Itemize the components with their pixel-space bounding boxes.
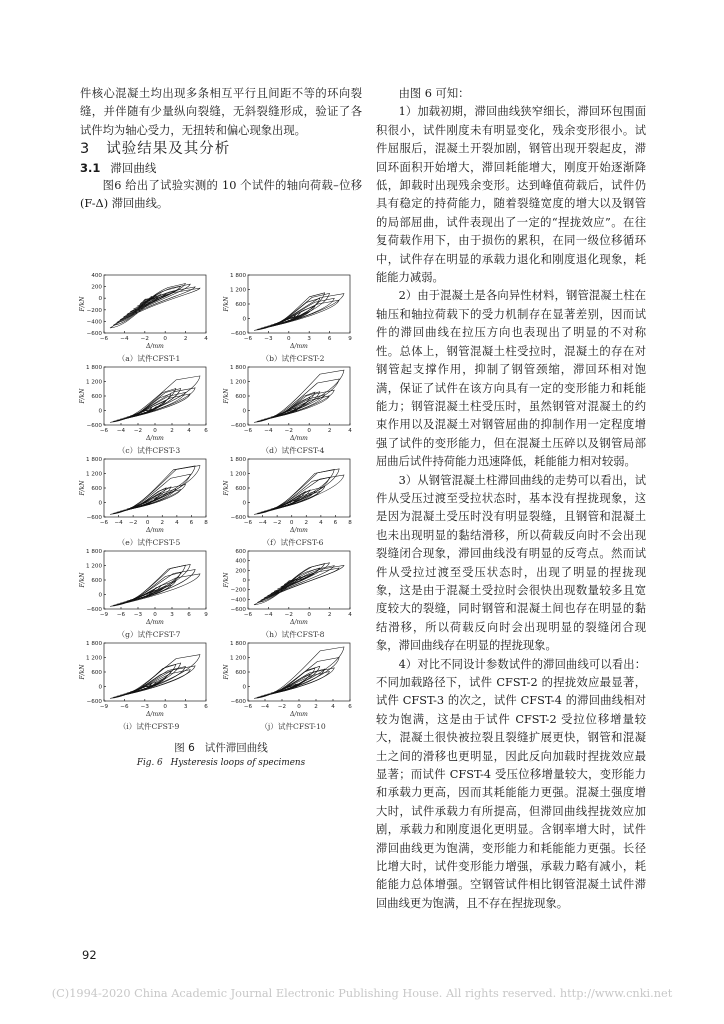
- x-tick-label: 0: [163, 336, 167, 342]
- hysteresis-loop: [267, 395, 324, 418]
- panel-caption: （a）试件CFST-1: [117, 354, 181, 363]
- plot-frame: [248, 459, 350, 517]
- y-tick-label: 0: [242, 578, 246, 584]
- x-tick-label: 9: [348, 336, 352, 342]
- figure-title-en: Hysteresis loops of specimens: [170, 758, 306, 768]
- lead-paragraph: 由图 6 可知：: [398, 87, 470, 100]
- x-axis-label: Δ/mm: [290, 435, 308, 442]
- hysteresis-loop: [110, 466, 200, 515]
- x-tick-label: −2: [133, 428, 143, 434]
- panel-caption: （h）试件CFST-8: [261, 630, 325, 639]
- hysteresis-loops: [110, 376, 200, 423]
- y-tick-label: 1 800: [229, 641, 246, 647]
- y-tick-label: −400: [230, 597, 246, 604]
- y-tick-label: 0: [242, 316, 246, 323]
- x-tick-label: 4: [331, 704, 335, 710]
- y-tick-label: 1 800: [85, 641, 102, 647]
- x-tick-label: 6: [189, 520, 194, 526]
- x-tick-label: 0: [307, 428, 311, 434]
- paragraph-2: 2）由于混凝土是各向异性材料，钢管混凝土柱在轴压和轴拉荷载下的受力机制存在显著差别，因而试件的滞回曲线在拉压方向也表现出了明显的不对称性。总体上，钢管混凝土柱受拉时，混凝土的存在对钢管起支撑作用，抑制了钢管颈缩，滞回环相对饱满，保证了试件在该方向具有一定的变形能力和耗能能力；钢管混凝土柱受压时，虽然钢管对混凝土的约束作用以及混凝土对钢管屈曲的抑制作用一定程度增强了试件的变形能力，但在混凝土压碎以及钢管局部屈曲后试件持荷能力迅速降低，耗能能力相对较弱。: [376, 289, 646, 469]
- x-tick-label: 6: [204, 704, 208, 710]
- subsection-heading: [80, 159, 362, 177]
- y-tick-label: 1 800: [229, 457, 246, 463]
- x-tick-label: 0: [163, 704, 167, 710]
- plot-frame: [104, 367, 206, 425]
- x-tick-label: −6: [243, 336, 253, 342]
- hysteresis-loops: [110, 284, 200, 329]
- y-tick-label: −600: [86, 699, 102, 705]
- y-tick-label: 1 200: [85, 655, 102, 662]
- x-tick-label: 8: [204, 520, 208, 526]
- plot-frame: [104, 551, 206, 609]
- x-tick-label: 3: [307, 336, 311, 342]
- y-tick-label: −200: [230, 587, 246, 594]
- y-tick-label: 1 200: [85, 563, 102, 570]
- hysteresis-loop: [257, 379, 339, 421]
- y-tick-label: 1 800: [85, 365, 102, 371]
- x-tick-label: −2: [284, 428, 293, 434]
- x-tick-label: 0: [287, 336, 291, 342]
- y-tick-label: −600: [230, 515, 246, 521]
- section-heading: [80, 140, 362, 158]
- y-axis-label: F/kN: [79, 572, 86, 588]
- hysteresis-loop: [117, 394, 191, 420]
- hysteresis-plot: [78, 271, 220, 351]
- x-tick-label: −6: [243, 428, 253, 434]
- hysteresis-plot: [222, 547, 364, 627]
- hysteresis-loop: [264, 477, 330, 511]
- x-tick-label: 6: [348, 704, 352, 710]
- y-tick-label: 600: [235, 549, 246, 555]
- y-tick-label: −600: [230, 423, 246, 429]
- x-tick-label: 3: [183, 704, 188, 710]
- plot-frame: [248, 275, 350, 333]
- y-tick-label: 1 800: [85, 457, 102, 463]
- hysteresis-plot: [78, 547, 220, 627]
- y-tick-label: 600: [91, 578, 102, 584]
- x-axis-label: Δ/mm: [146, 711, 164, 718]
- hysteresis-plot: [222, 639, 364, 719]
- y-tick-label: 600: [91, 670, 102, 676]
- right-column: [376, 85, 646, 913]
- x-tick-label: −3: [264, 336, 273, 342]
- x-tick-label: −3: [140, 704, 149, 710]
- x-tick-label: −4: [120, 336, 129, 342]
- x-tick-label: −4: [116, 428, 126, 434]
- x-axis-label: Δ/mm: [146, 619, 164, 626]
- x-tick-label: 8: [348, 520, 352, 526]
- figure-caption-cn: [78, 740, 364, 755]
- x-tick-label: −6: [243, 612, 253, 618]
- x-tick-label: −6: [116, 612, 126, 618]
- y-tick-label: 0: [98, 408, 102, 415]
- x-tick-label: 2: [314, 704, 318, 710]
- hysteresis-panel: [78, 639, 220, 741]
- hysteresis-loop: [267, 293, 324, 326]
- y-tick-label: 400: [235, 558, 246, 565]
- y-tick-label: −600: [86, 423, 102, 429]
- hysteresis-loop: [117, 564, 191, 604]
- x-axis-label: Δ/mm: [290, 343, 308, 350]
- hysteresis-panel: [78, 547, 220, 649]
- x-axis-label: Δ/mm: [146, 343, 164, 350]
- y-tick-label: 1 800: [85, 549, 102, 555]
- plot-frame: [104, 643, 206, 701]
- hysteresis-plot: [78, 363, 220, 443]
- panel-caption: （e）试件CFST-5: [117, 538, 181, 547]
- hysteresis-loop: [110, 376, 200, 423]
- x-tick-label: −6: [99, 336, 109, 342]
- subsection-number: 3.1: [80, 160, 101, 175]
- x-tick-label: −6: [120, 704, 129, 710]
- y-axis-label: F/kN: [223, 296, 230, 312]
- x-tick-label: −6: [99, 428, 109, 434]
- y-tick-label: 400: [91, 273, 102, 279]
- left-column: [80, 85, 362, 214]
- hysteresis-panel: [78, 271, 220, 373]
- hysteresis-loop: [254, 475, 344, 514]
- x-tick-label: 2: [170, 428, 174, 434]
- x-tick-label: 0: [307, 612, 311, 618]
- y-tick-label: −600: [86, 331, 102, 337]
- x-axis-label: Δ/mm: [146, 435, 164, 442]
- x-tick-label: −2: [277, 704, 287, 710]
- y-tick-label: −400: [86, 319, 102, 326]
- x-tick-label: 2: [327, 428, 332, 434]
- y-tick-label: 0: [98, 296, 102, 303]
- y-axis-label: F/kN: [79, 664, 86, 680]
- hysteresis-loops: [110, 655, 200, 699]
- paragraph-4: 4）对比不同设计参数试件的滞回曲线可以看出：不同加载路径下，试件 CFST-2 的捏拢效应最显著，试件 CFST-3 的次之，试件 CFST-4 的滞回曲线相对较为饱满，这是由于试件 CFST-2 受拉位移增量较大，混凝土很快被拉裂且裂缝扩展更快，钢管和混凝土之间的滑移也更明显，因此反向加载时捏拢效应最显著；而试件 CFST-4 受压位移增量较大，变形能力和承载力更高，因而其耗能能力更强。混凝土强度增大时，试件承载力有所提高，但滞回曲线捏拢效应加剧，承载力和刚度退化更明显。含钢率增大时，试件滞回曲线更为饱满，变形能力和耗能能力更强。长径比增大时，试件变形能力增强，承载力略有减小，耗能能力总体增强。空钢管试件相比钢管混凝土试件滞回曲线更为饱满，且不存在捏拢现象。: [376, 657, 646, 910]
- x-tick-label: −9: [99, 612, 109, 618]
- x-tick-label: 0: [289, 520, 294, 526]
- y-axis-label: F/kN: [223, 388, 230, 404]
- page-number: 92: [82, 948, 97, 962]
- hysteresis-figure: [78, 271, 364, 731]
- y-tick-label: 0: [98, 684, 102, 691]
- y-tick-label: −600: [86, 607, 102, 613]
- x-tick-label: 4: [175, 520, 179, 526]
- paragraph-3: 3）从钢管混凝土柱滞回曲线的走势可以看出，试件从受压过渡至受拉状态时，基本没有捏拢现象，这是因为混凝土受压时没有明显裂缝，且钢管和混凝土也未出现明显的黏结滑移，所以荷载反向时不会出现裂缝闭合现象，滞回曲线没有明显的反弯点。然而试件从受拉过渡至受压状态时，出现了明显的捏拢现象，这是由于混凝土受拉时会很快出现数量较多且宽度较大的裂缝，同时钢管和混凝土间也存在明显的黏结滑移，所以荷载反向时会出现明显的裂缝闭合现象，滞回曲线存在明显的捏拢现象。: [376, 473, 646, 653]
- y-tick-label: 200: [91, 284, 102, 291]
- x-tick-label: −6: [243, 520, 253, 526]
- intro-paragraph: 图6 给出了试验实测的 10 个试件的轴向荷载–位移(F-Δ) 滞回曲线。: [80, 179, 362, 211]
- panel-caption: （j）试件CFST-10: [260, 722, 326, 731]
- x-tick-label: 2: [183, 336, 188, 342]
- figure-label-cn: 图 6: [174, 742, 195, 754]
- hysteresis-loop: [120, 392, 186, 419]
- panel-caption: （d）试件CFST-4: [261, 446, 325, 455]
- hysteresis-loop: [120, 565, 186, 603]
- y-axis-label: F/kN: [223, 572, 230, 588]
- y-tick-label: 600: [91, 486, 102, 492]
- x-tick-label: 0: [153, 612, 157, 618]
- x-axis-label: Δ/mm: [290, 527, 308, 534]
- hysteresis-loop: [110, 655, 200, 699]
- hysteresis-panel: [222, 363, 364, 465]
- y-tick-label: −600: [230, 699, 246, 705]
- x-tick-label: 0: [297, 704, 301, 710]
- y-tick-label: 600: [235, 486, 246, 492]
- hysteresis-loops: [254, 469, 344, 515]
- x-tick-label: −2: [140, 336, 149, 342]
- x-tick-label: −9: [99, 704, 109, 710]
- plot-frame: [104, 459, 206, 517]
- y-tick-label: −600: [230, 331, 246, 337]
- y-tick-label: −600: [86, 515, 102, 521]
- hysteresis-loops: [254, 370, 344, 422]
- hysteresis-panel: [222, 547, 364, 649]
- y-tick-label: 600: [235, 302, 246, 308]
- y-tick-label: 1 200: [85, 379, 102, 386]
- x-tick-label: 4: [204, 336, 208, 342]
- y-axis-label: F/kN: [79, 388, 86, 404]
- hysteresis-loop: [261, 469, 335, 512]
- x-tick-label: −6: [99, 520, 109, 526]
- y-tick-label: 1 800: [229, 273, 246, 279]
- x-tick-label: 2: [160, 520, 165, 526]
- y-axis-label: F/kN: [223, 480, 230, 496]
- hysteresis-loops: [254, 293, 344, 331]
- x-tick-label: −4: [260, 704, 270, 710]
- y-tick-label: 600: [235, 670, 246, 676]
- x-tick-label: 3: [170, 612, 174, 618]
- x-tick-label: 4: [348, 612, 352, 618]
- panel-caption: （f）试件CFST-6: [262, 538, 324, 547]
- x-tick-label: 6: [333, 520, 338, 526]
- y-axis-label: F/kN: [223, 664, 230, 680]
- y-tick-label: 1 200: [229, 287, 246, 294]
- x-tick-label: −4: [264, 428, 273, 434]
- x-tick-label: 4: [187, 428, 191, 434]
- x-tick-label: 6: [187, 612, 191, 618]
- continuation-paragraph: 件核心混凝土均出现多条相互平行且间距不等的环向裂缝，并伴随有少量纵向裂缝，无斜裂缝形成，验证了各试件均为轴心受力，无扭转和偏心现象出现。: [80, 87, 362, 137]
- y-tick-label: −200: [86, 307, 102, 314]
- x-axis-label: Δ/mm: [290, 711, 308, 718]
- y-tick-label: −600: [230, 607, 246, 613]
- y-tick-label: 1 200: [229, 655, 246, 662]
- hysteresis-plot: [222, 455, 364, 535]
- subsection-title: 滞回曲线: [110, 160, 157, 175]
- x-tick-label: 6: [204, 428, 208, 434]
- x-tick-label: 2: [327, 612, 332, 618]
- x-tick-label: 0: [145, 520, 150, 526]
- x-tick-label: −6: [243, 704, 253, 710]
- panel-caption: （i）试件CFST-9: [118, 722, 180, 731]
- hysteresis-plot: [78, 455, 220, 535]
- x-tick-label: −4: [264, 612, 273, 618]
- y-tick-label: 1 800: [229, 365, 246, 371]
- panel-caption: （b）试件CFST-2: [261, 354, 325, 363]
- y-tick-label: 0: [98, 500, 102, 507]
- y-tick-label: 0: [242, 500, 246, 507]
- x-tick-label: −4: [258, 520, 267, 526]
- x-tick-label: −2: [284, 612, 293, 618]
- hysteresis-loop: [117, 474, 191, 512]
- y-tick-label: 600: [235, 394, 246, 400]
- hysteresis-panel: [78, 455, 220, 557]
- x-tick-label: −2: [273, 520, 282, 526]
- x-tick-label: 9: [204, 612, 208, 618]
- panel-caption: （g）试件CFST-7: [117, 630, 181, 639]
- x-tick-label: 4: [319, 520, 323, 526]
- section-title: 试验结果及其分析: [106, 141, 231, 158]
- figure-caption-en: [78, 758, 364, 768]
- x-tick-label: −4: [114, 520, 123, 526]
- y-tick-label: 600: [91, 394, 102, 400]
- hysteresis-loops: [254, 563, 344, 605]
- x-tick-label: 2: [304, 520, 309, 526]
- y-tick-label: 0: [242, 684, 246, 691]
- hysteresis-loop: [123, 490, 180, 511]
- hysteresis-loop: [257, 469, 339, 513]
- x-tick-label: 0: [153, 428, 157, 434]
- x-axis-label: Δ/mm: [146, 527, 164, 534]
- y-axis-label: F/kN: [79, 296, 86, 312]
- x-tick-label: 4: [348, 428, 352, 434]
- hysteresis-loops: [254, 647, 344, 699]
- hysteresis-loop: [113, 466, 195, 514]
- hysteresis-panel: [78, 363, 220, 465]
- figure-title-cn: 试件滞回曲线: [204, 742, 268, 754]
- x-tick-label: −2: [129, 520, 138, 526]
- hysteresis-loop: [123, 663, 180, 694]
- hysteresis-plot: [222, 363, 364, 443]
- hysteresis-loop: [113, 570, 195, 606]
- y-tick-label: 200: [235, 568, 246, 575]
- y-axis-label: F/kN: [79, 480, 86, 496]
- panel-caption: （c）试件CFST-3: [117, 446, 181, 455]
- hysteresis-loops: [110, 564, 200, 606]
- y-tick-label: 1 200: [229, 471, 246, 478]
- y-tick-label: 1 200: [229, 379, 246, 386]
- hysteresis-panel: [222, 271, 364, 373]
- y-tick-label: 0: [242, 408, 246, 415]
- hysteresis-loops: [110, 466, 200, 515]
- paragraph-1: 1）加载初期，滞回曲线狭窄细长，滞回环包围面积很小，试件刚度未有明显变化，残余变形很小。试件屈服后，混凝土开裂加剧，钢管出现开裂起皮，滞回环面积开始增大，滞回耗能增大，刚度开始逐渐降低，卸载时出现残余变形。达到峰值荷载后，试件仍具有稳定的持荷能力，随着裂缝宽度的增大以及钢管的局部屈曲，试件表现出了一定的“捏拢效应”。在往复荷载作用下，由于损伤的累积，在同一级位移循环中，试件存在明显的承载力退化和刚度退化现象，耗能能力减弱。: [376, 105, 646, 285]
- hysteresis-panel: [222, 639, 364, 741]
- copyright-watermark: (C)1994-2020 China Academic Journal Electronic Publishing House. All rights reserved. http://www.cnki.net: [51, 987, 673, 1000]
- hysteresis-plot: [222, 271, 364, 351]
- section-number: 3: [80, 141, 91, 158]
- hysteresis-panel: [222, 455, 364, 557]
- hysteresis-plot: [78, 639, 220, 719]
- figure-label-en: Fig. 6: [136, 758, 163, 768]
- y-tick-label: 1 200: [85, 471, 102, 478]
- y-tick-label: 0: [98, 592, 102, 599]
- x-tick-label: 6: [327, 336, 332, 342]
- x-axis-label: Δ/mm: [290, 619, 308, 626]
- x-tick-label: −3: [133, 612, 143, 618]
- hysteresis-loop: [254, 370, 344, 422]
